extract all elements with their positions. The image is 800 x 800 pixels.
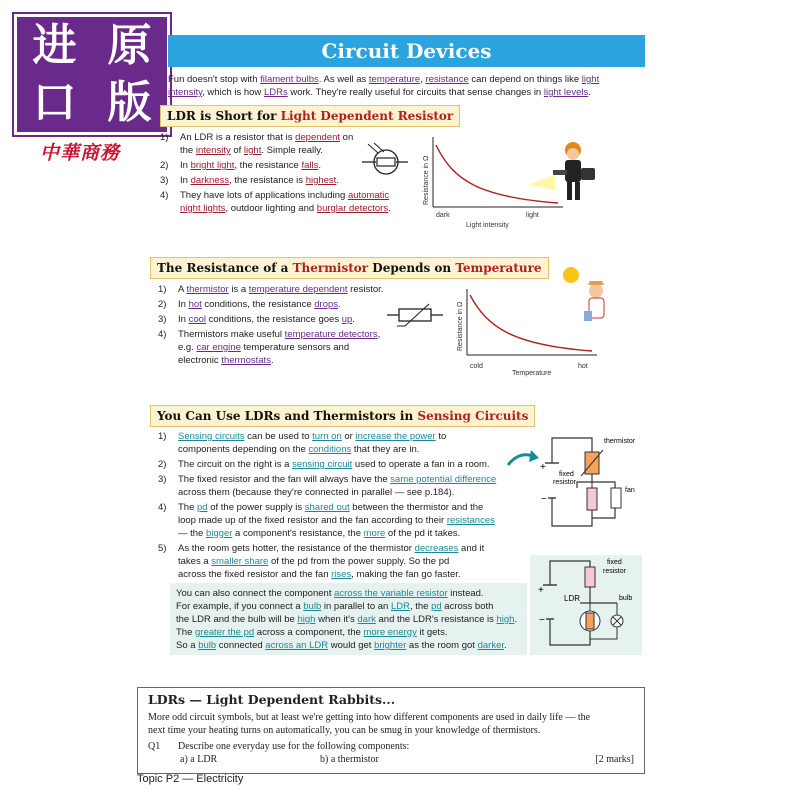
note-box: You can also connect the component across the variable resistor instead. For example, if you connect a bulb in parallel to an LDR, the pd across both the LDR and the bulb will be high when it's dark and the LDR's resistance is high. The greater the pd across a component, the more energy it gets. So a bulb connected across an LDR would get brighter as the room got darker.	[170, 583, 527, 655]
fan-label: fan	[625, 487, 635, 494]
badge-char: 进	[32, 19, 77, 71]
question: Q1 Describe one everyday use for the following components:	[148, 741, 410, 752]
ldr-label: LDR	[564, 594, 581, 603]
quiz-box	[137, 687, 645, 774]
graph-ylabel: Resistance in Ω	[423, 155, 430, 205]
footer-topic: Topic P2 — Electricity	[137, 773, 244, 785]
thermistor-heading: The Resistance of a Thermistor Depends on Temperature	[150, 257, 549, 279]
plus-label: +	[540, 462, 546, 473]
badge-char: 版	[107, 77, 152, 129]
sun-person-illustration	[558, 263, 618, 333]
badge-char: 原	[107, 19, 152, 71]
bulb-label: bulb	[619, 595, 633, 602]
badge-char: 口	[32, 77, 77, 129]
resistor-label: resistor	[553, 479, 576, 486]
thermistor-list	[158, 283, 403, 369]
arrow-icon	[505, 445, 540, 470]
graph-xlabel: Temperature	[512, 370, 552, 377]
graph-xlabel: Light intensity	[466, 222, 509, 229]
fixed-label: fixed	[607, 559, 622, 566]
list-item: 1) Sensing circuits can be used to turn on or increase the power to components depending on the conditions that they are in.	[158, 431, 447, 455]
resistor-label: resistor	[603, 568, 626, 575]
ldr-symbol	[360, 140, 410, 180]
list-item: 4) The pd of the power supply is shared out between the thermistor and the loop made up of the fixed resistor and the fan according to their resistances — the bigger a component's resistance, the more of the pd it takes.	[158, 502, 495, 539]
list-item: 1) An LDR is a resistor that is dependent on the intensity of light. Simple really.	[160, 132, 354, 156]
ldr-heading: LDR is Short for Light Dependent Resistor	[160, 105, 460, 127]
list-item: 2) In hot conditions, the resistance drops.	[158, 299, 341, 310]
minus-label: −	[539, 615, 545, 626]
list-item: 3) In darkness, the resistance is highest.	[160, 175, 339, 186]
list-item: 4) Thermistors make useful temperature detectors, e.g. car engine temperature sensors and electronic thermostats.	[158, 329, 381, 366]
intro-paragraph: Fun doesn't stop with filament bulbs. As well as temperature, resistance can depend on things like light intensity, which is how LDRs work. They're really useful for circuits that sense changes in light levels.	[168, 74, 600, 98]
list-item: 2) The circuit on the right is a sensing circuit used to operate a fan in a room.	[158, 459, 490, 470]
sensing-list	[158, 430, 513, 583]
burglar-illustration	[525, 140, 600, 205]
graph-right-label: light	[526, 212, 539, 219]
graph-ylabel: Resistance in Ω	[457, 301, 464, 351]
minus-label: −	[541, 494, 547, 505]
sensing-heading: You Can Use LDRs and Thermistors in Sensing Circuits	[150, 405, 535, 427]
list-item: 2) In bright light, the resistance falls.	[160, 160, 322, 171]
list-item: 4) They have lots of applications including automatic night lights, outdoor lighting and burglar detectors.	[160, 190, 391, 214]
graph-right-label: hot	[578, 363, 588, 370]
page-title: Circuit Devices	[168, 35, 645, 67]
quiz-title: LDRs — Light Dependent Rabbits...	[148, 692, 396, 707]
list-item: 3) The fixed resistor and the fan will always have the same potential difference across them (because they're connected in parallel — see p.184).	[158, 474, 497, 498]
bulb-circuit-diagram	[535, 555, 640, 655]
plus-label: +	[538, 585, 544, 596]
badge-subtitle: 中華商務	[40, 142, 121, 164]
list-item: 1) A thermistor is a temperature dependent resistor.	[158, 284, 384, 295]
list-item: 3) In cool conditions, the resistance goes up.	[158, 314, 355, 325]
quiz-text: More odd circuit symbols, but at least we're getting into how different components are used in daily life — the next time your heating turns on automatically, you can be smug in your knowledge of thermistors.	[148, 712, 591, 736]
answer-parts: a) a LDR b) a thermistor [2 marks]	[180, 754, 634, 765]
thermistor-label: thermistor	[604, 438, 636, 445]
graph-left-label: dark	[436, 212, 450, 219]
fan-circuit-diagram	[537, 430, 642, 535]
thermistor-symbol	[385, 300, 445, 330]
list-item: 5) As the room gets hotter, the resistance of the thermistor decreases and it takes a smaller share of the pd from the power supply. So the pd across the fixed resistor and the fan rises, making the fan go faster.	[158, 543, 485, 580]
fixed-label: fixed	[559, 471, 574, 478]
graph-left-label: cold	[470, 363, 483, 370]
publisher-badge	[14, 14, 170, 135]
